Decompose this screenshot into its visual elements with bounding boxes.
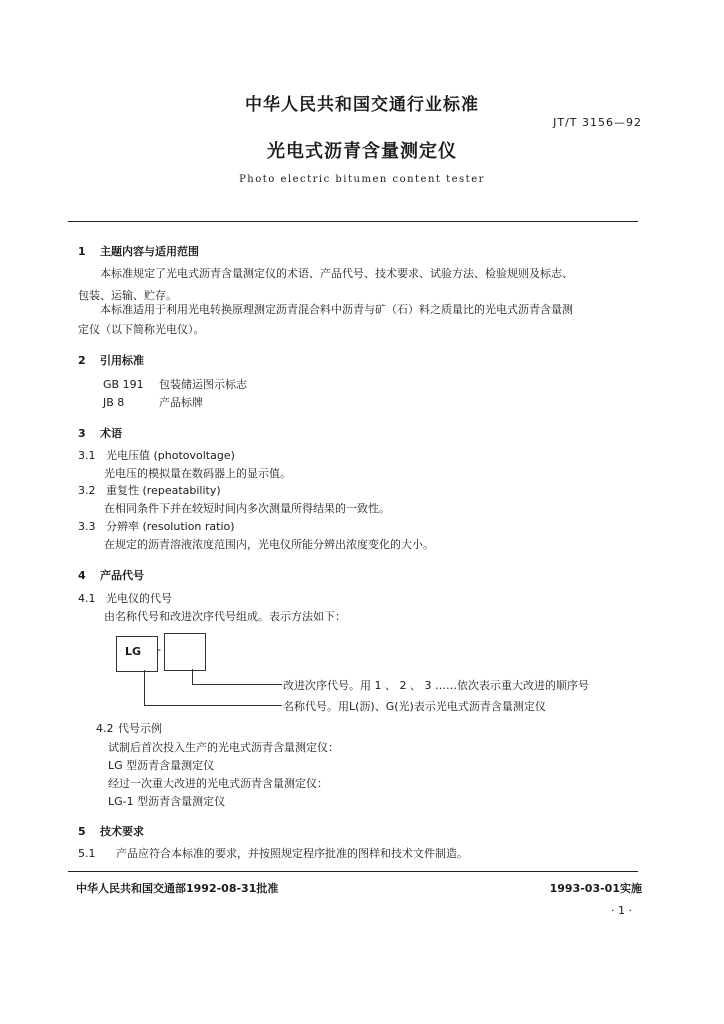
name-code-text: LG (125, 645, 142, 658)
term-3-3-title: 分辨率 (resolution ratio) (106, 520, 235, 533)
section-1-number: 1 (78, 245, 86, 258)
document-subtitle: Photo electric bitumen content tester (239, 174, 485, 185)
s1-paragraph-2b: 定仪（以下简称光电仪）。 (78, 323, 205, 336)
example-4: LG-1 型沥青含量测定仪 (108, 795, 226, 808)
subsection-4-2-number: 4.2 (96, 722, 114, 735)
reference-1-title: 包装储运图示标志 (159, 378, 247, 391)
section-3-number: 3 (78, 427, 86, 440)
name-leader-vertical (144, 670, 145, 706)
name-leader-horizontal (144, 705, 282, 706)
reference-2 (103, 394, 203, 410)
s1-paragraph-2a: 本标准适用于利用光电转换原理测定沥青混合料中沥青与矿（石）料之质量比的光电式沥青含量测 (100, 303, 573, 316)
term-3-1-definition: 光电压的模拟量在数码器上的显示值。 (104, 467, 291, 480)
subsection-4-1 (78, 590, 172, 606)
section-2-number: 2 (78, 354, 86, 367)
page-number: · 1 · (611, 904, 632, 917)
reference-1 (103, 376, 247, 392)
term-3-1-title: 光电压值 (photovoltage) (106, 449, 235, 462)
improvement-leader-vertical (192, 669, 193, 685)
subsection-5-1 (78, 845, 468, 861)
standard-code: JT/T 3156—92 (553, 116, 642, 129)
reference-2-title: 产品标牌 (159, 396, 203, 409)
example-1: 试制后首次投入生产的光电式沥青含量测定仪： (108, 741, 339, 754)
section-3-title: 术语 (100, 427, 122, 440)
s1-paragraph-1b: 包装、运输、贮存。 (78, 289, 177, 302)
section-2-heading (78, 352, 144, 368)
section-5-number: 5 (78, 825, 86, 838)
header-rule (68, 221, 638, 222)
example-2: LG 型沥青含量测定仪 (108, 759, 215, 772)
term-3-2-number: 3.2 (78, 484, 96, 497)
subsection-4-1-number: 4.1 (78, 592, 96, 605)
term-3-3 (78, 518, 235, 534)
s1-paragraph-1a: 本标准规定了光电式沥青含量测定仪的术语、产品代号、技术要求、试验方法、检验规则及标志、 (100, 267, 573, 280)
standard-organization: 中华人民共和国交通行业标准 (245, 95, 479, 115)
term-3-2 (78, 482, 221, 498)
term-3-2-title: 重复性 (repeatability) (106, 484, 221, 497)
section-2-title: 引用标准 (100, 354, 144, 367)
term-3-1 (78, 447, 235, 463)
example-3: 经过一次重大改进的光电式沥青含量测定仪： (108, 777, 328, 790)
term-3-2-definition: 在相同条件下并在较短时间内多次测量所得结果的一致性。 (104, 502, 390, 515)
document-title: 光电式沥青含量测定仪 (267, 141, 457, 162)
section-1-heading (78, 243, 199, 259)
code-dash: - (157, 643, 161, 656)
reference-2-code: JB 8 (103, 396, 125, 409)
subsection-4-2-title: 代号示例 (118, 722, 162, 735)
name-code-label: 名称代号。用L(沥)、G(光)表示光电式沥青含量测定仪 (283, 700, 546, 713)
reference-1-code: GB 191 (103, 378, 144, 391)
subsection-4-2 (96, 720, 162, 736)
section-4-heading (78, 567, 144, 583)
term-3-3-definition: 在规定的沥青溶液浓度范围内，光电仪所能分辨出浓度变化的大小。 (104, 538, 434, 551)
section-4-title: 产品代号 (100, 569, 144, 582)
subsection-4-1-title: 光电仪的代号 (106, 592, 172, 605)
improvement-leader-horizontal (192, 684, 282, 685)
section-4-number: 4 (78, 569, 86, 582)
subsection-4-1-text: 由名称代号和改进次序代号组成。表示方法如下： (104, 610, 346, 623)
footer-rule (68, 871, 638, 872)
term-3-1-number: 3.1 (78, 449, 96, 462)
section-5-heading (78, 823, 144, 839)
section-3-heading (78, 425, 122, 441)
effective-date: 1993-03-01实施 (549, 882, 642, 895)
approval-statement: 中华人民共和国交通部1992-08-31批准 (76, 882, 279, 895)
improvement-code-box (164, 633, 206, 671)
section-1-title: 主题内容与适用范围 (100, 245, 199, 258)
subsection-5-1-text: 产品应符合本标准的要求，并按照规定程序批准的图样和技术文件制造。 (116, 847, 468, 860)
section-5-title: 技术要求 (100, 825, 144, 838)
improvement-code-label: 改进次序代号。用 1 、 2 、 3 ……依次表示重大改进的顺序号 (283, 679, 589, 692)
term-3-3-number: 3.3 (78, 520, 96, 533)
subsection-5-1-number: 5.1 (78, 847, 96, 860)
